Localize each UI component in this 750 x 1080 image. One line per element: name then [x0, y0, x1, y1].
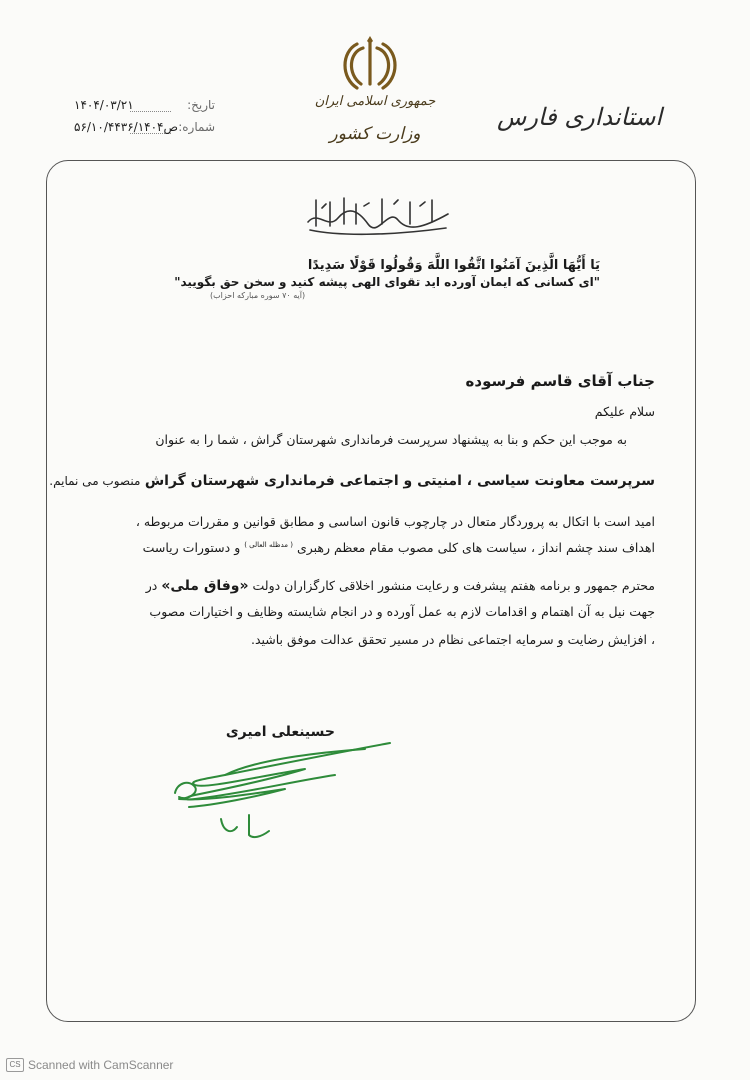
body-line-1: به موجب این حکم و بنا به پیشنهاد سرپرست فرمانداری شهرستان گراش ، شما را به عنوان: [155, 432, 627, 447]
body-line-5-end: در: [145, 578, 158, 593]
signer-name: حسینعلی امیری: [225, 724, 335, 740]
quran-verse-persian: "ای کسانی که ایمان آورده اید تقوای الهی پیشه کنید و سخن حق بگویید": [174, 275, 600, 289]
body-line-3: امید است با اتکال به پروردگار متعال در چارچوب قانون اساسی و مطابق قوانین و مقررات مربوطه ،: [135, 514, 655, 529]
number-field: [70, 120, 215, 140]
appointment-suffix: منصوب می نمایم.: [49, 474, 141, 488]
honorific: ( مدظله العالی ): [244, 540, 293, 549]
body-line-7: ، افزایش رضایت و سرمایه اجتماعی نظام در مسیر تحقق عدالت موفق باشید.: [250, 632, 655, 647]
appointment-line: [49, 473, 655, 489]
iran-emblem-icon: [335, 34, 405, 94]
body-line-6: جهت نیل به آن اهتمام و اقدامات لازم به عمل آورده و در انجام شایسته وظایف و اختیارات مصوب: [149, 604, 655, 619]
greeting: سلام علیکم: [594, 404, 655, 419]
body-line-4-start: اهداف سند چشم انداز ، سیاست های کلی مصوب مقام معظم رهبری: [296, 540, 655, 555]
body-line-4-end: و دستورات ریاست: [142, 540, 241, 555]
camscanner-icon: CS: [6, 1058, 24, 1072]
verse-reference: (آیه ۷۰ سوره مبارکه احزاب): [210, 291, 306, 300]
body-line-5-start: محترم جمهور و برنامه هفتم پیشرفت و رعایت منشور اخلاقی کارگزاران دولت: [252, 578, 655, 593]
watermark-text: Scanned with CamScanner: [28, 1058, 174, 1072]
ministry-name: وزارت کشور: [329, 124, 421, 144]
number-label: شماره:: [178, 120, 215, 134]
quran-verse-arabic: یَا أَیُّهَا الَّذِینَ آمَنُوا اتَّقُوا اللَّهَ وَقُولُوا قَوْلًا سَدِیدًا: [307, 258, 600, 273]
basmala-calligraphy: [298, 190, 458, 240]
body-line-5: [146, 578, 655, 594]
government-name: جمهوری اسلامی ایران: [314, 94, 436, 109]
camscanner-watermark: [6, 1058, 173, 1072]
appointment-title: سرپرست معاونت سیاسی ، امنیتی و اجتماعی فرمانداری شهرستان گراش: [144, 473, 655, 489]
handwritten-signature: [165, 735, 395, 845]
national-consensus-quote: «وفاق ملی»: [161, 578, 249, 594]
office-name: استانداری فارس: [497, 103, 662, 131]
body-line-4: [143, 540, 655, 555]
date-value: ۱۴۰۴/۰۳/۲۱: [74, 98, 134, 112]
date-field: [70, 98, 215, 118]
date-label: تاریخ:: [187, 98, 215, 112]
number-value: ۵۶/۱۰/۴۴۳۶/۱۴۰۴ص: [74, 120, 178, 134]
salutation: جناب آقای قاسم فرسوده: [465, 372, 655, 390]
